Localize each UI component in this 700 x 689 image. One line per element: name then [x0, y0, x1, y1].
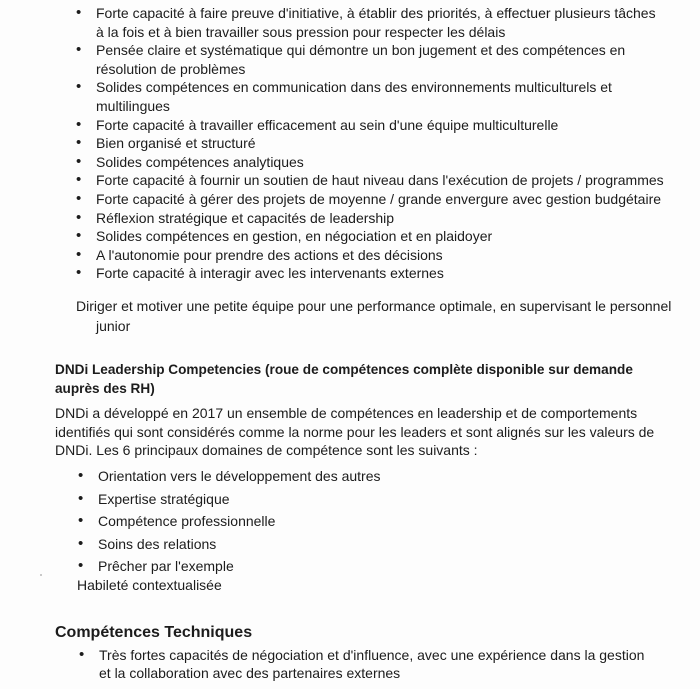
list-item: • Compétence professionnelle — [98, 510, 498, 533]
list-item: • Forte capacité à fournir un soutien de haut niveau dans l'exécution de projets / programmes — [96, 171, 666, 190]
list-item: • Forte capacité à travailler efficacement au sein d'une équipe multiculturelle — [96, 116, 666, 135]
list-item: • Forte capacité à gérer des projets de moyenne / grande envergure avec gestion budgétaire — [96, 190, 666, 209]
list-item: • Orientation vers le développement des autres — [98, 465, 498, 488]
list-item: • Forte capacité à interagir avec les intervenants externes — [96, 264, 666, 283]
list-item: • Solides compétences en gestion, en négociation et en plaidoyer — [96, 227, 666, 246]
technical-heading: Compétences Techniques — [55, 624, 253, 641]
scan-speck — [40, 574, 42, 576]
list-item: • Forte capacité à faire preuve d'initiative, à établir des priorités, à effectuer plusieurs tâches à la fois et à bien travailler sous pression pour respecter les délais — [96, 4, 666, 41]
list-item: • Pensée claire et systématique qui démontre un bon jugement et des compétences en résolution de problèmes — [96, 41, 666, 78]
leadership-intro: DNDi a développé en 2017 un ensemble de compétences en leadership et de comportements identifiés qui sont considérés comme la norme pour les leaders et sont alignés sur les valeurs de DNDi. Les 6 principaux domaines de compétence sont les suivants : — [55, 405, 655, 458]
skills-list — [96, 4, 666, 283]
supervision-line-2: junior — [96, 318, 131, 334]
list-item: • Bien organisé et structuré — [96, 134, 666, 153]
leadership-list — [98, 465, 498, 578]
list-item: • Solides compétences en communication dans des environnements multiculturels et multilingues — [96, 78, 666, 115]
supervision-line-1: Diriger et motiver une petite équipe pour une performance optimale, en supervisant le personnel — [76, 298, 672, 314]
technical-list — [99, 646, 659, 682]
list-item: • Réflexion stratégique et capacités de leadership — [96, 209, 666, 228]
list-item: • Solides compétences analytiques — [96, 153, 666, 172]
list-item: • Soins des relations — [98, 533, 498, 556]
list-item: • A l'autonomie pour prendre des actions et des décisions — [96, 246, 666, 265]
supervision-paragraph — [76, 296, 676, 336]
list-item: • Expertise stratégique — [98, 488, 498, 511]
leadership-last-item: Habileté contextualisée — [77, 577, 222, 593]
leadership-heading: DNDi Leadership Competencies (roue de compétences complète disponible sur demande auprès des RH) — [55, 362, 633, 396]
list-item: • Prêcher par l'exemple — [98, 555, 498, 578]
list-item: • Très fortes capacités de négociation et d'influence, avec une expérience dans la gestion et la collaboration avec des partenaires externes — [99, 646, 659, 682]
